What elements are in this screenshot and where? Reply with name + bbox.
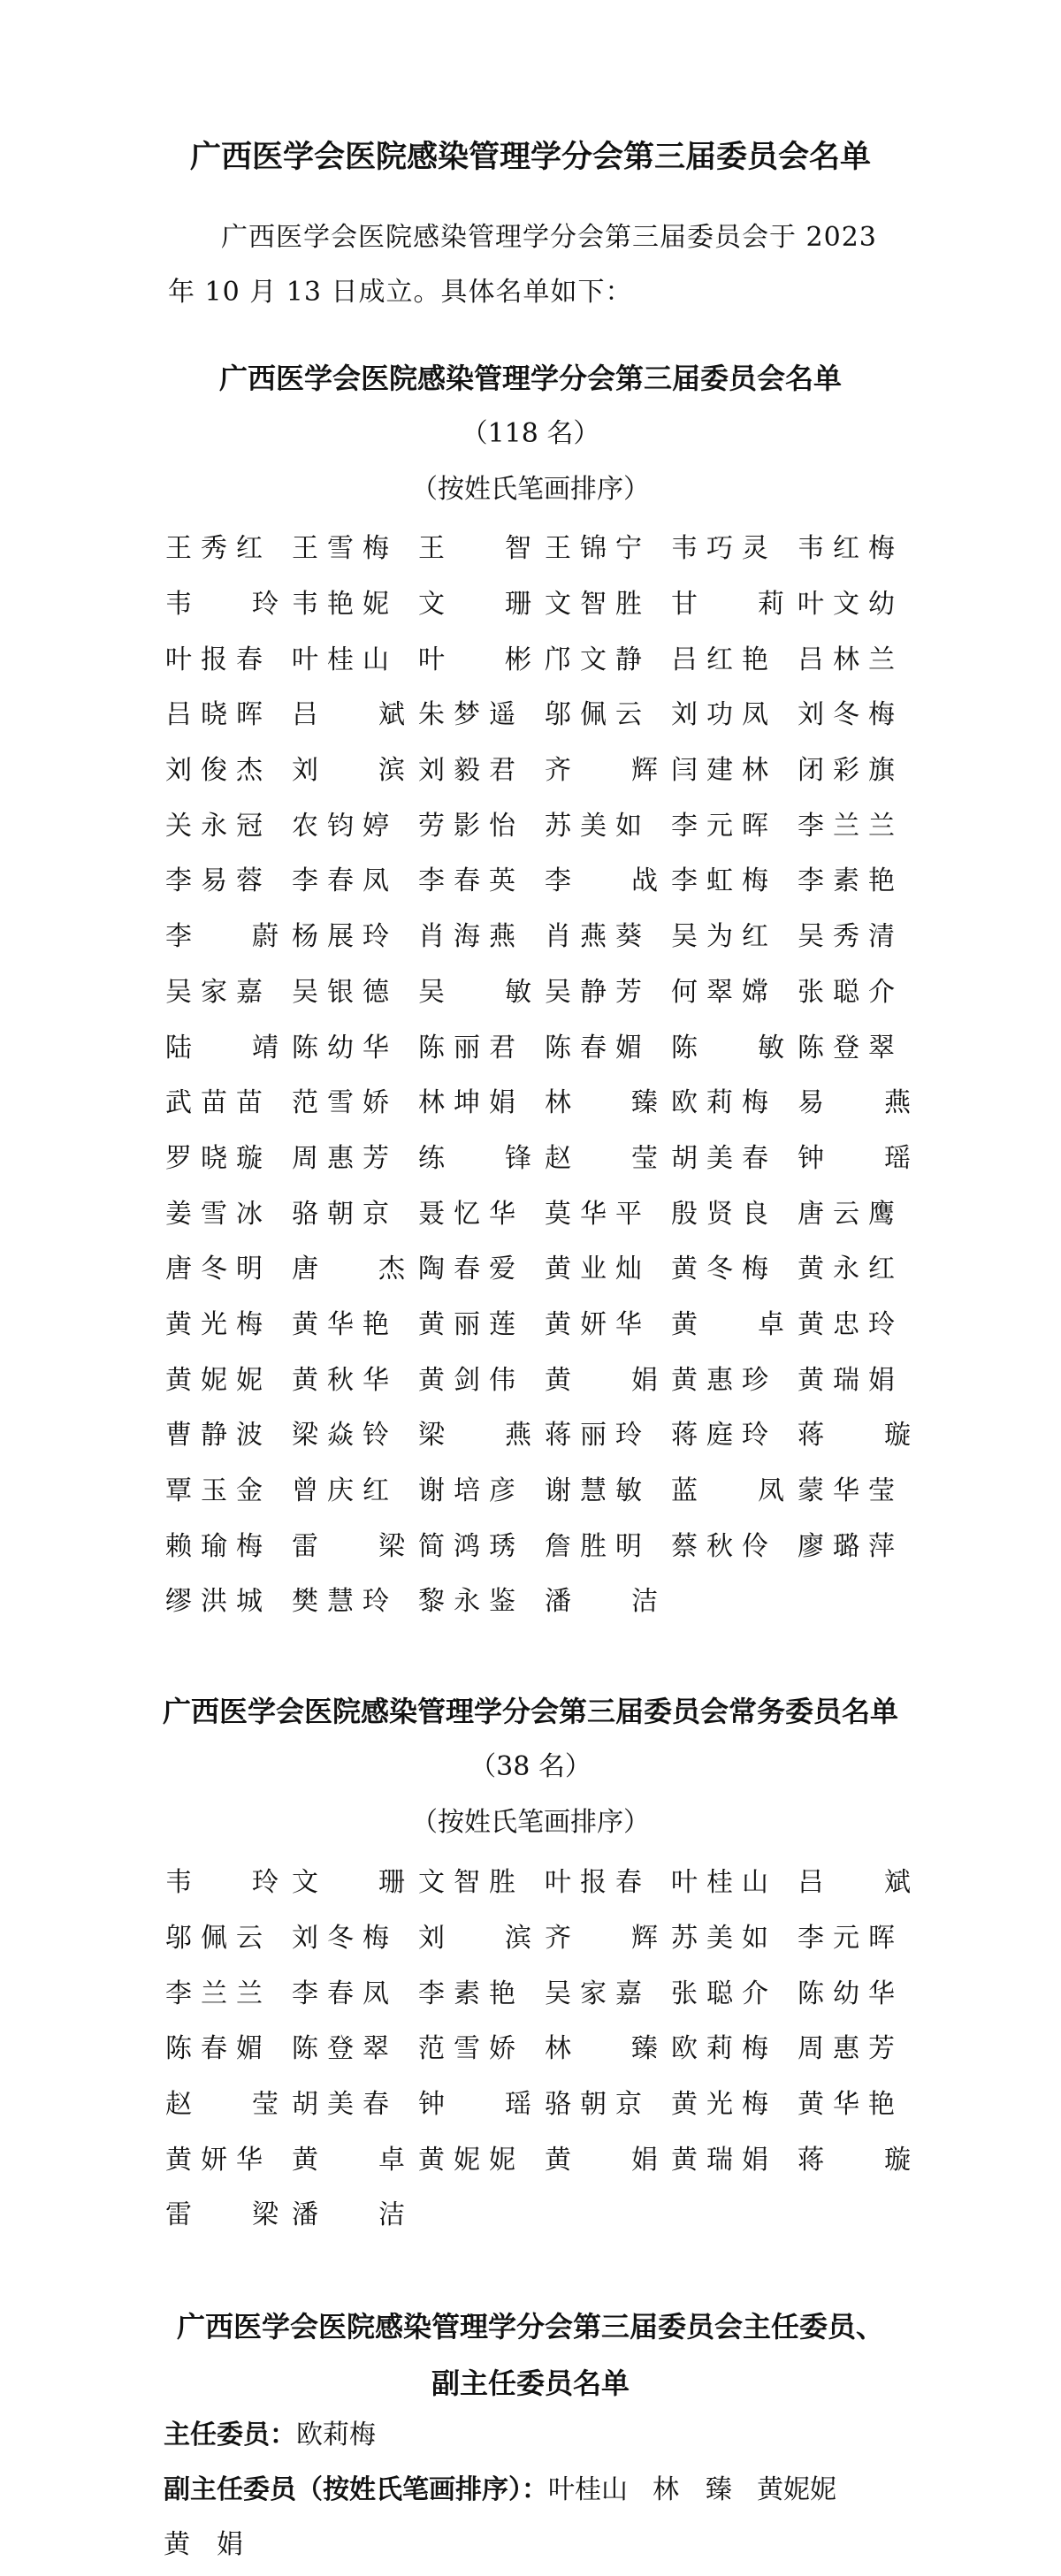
member-name: 黄 妮 妮 [418, 2144, 515, 2176]
member-name: 李 春 凤 [292, 865, 389, 897]
member-name: 吕 红 艳 [671, 644, 768, 675]
member-name: 黄 卓 [292, 2144, 405, 2176]
member-name: 蔡 秋 伶 [671, 1530, 768, 1562]
member-name: 黄 卓 [671, 1308, 784, 1340]
standing-committee-count: （38 名） [469, 1751, 592, 1782]
member-name: 胡 美 春 [671, 1142, 768, 1174]
member-name: 李 春 凤 [292, 1978, 389, 2009]
member-name: 陈 幼 华 [292, 1032, 389, 1063]
member-name: 李 兰 兰 [798, 810, 895, 842]
member-name: 王 锦 宁 [545, 533, 642, 565]
member-name: 黄 妮 妮 [165, 1364, 263, 1396]
member-name: 潘 洁 [545, 1586, 658, 1618]
member-name: 黎 永 鉴 [418, 1586, 515, 1618]
member-name: 刘 冬 梅 [292, 1923, 389, 1955]
member-name: 陈 登 翠 [798, 1032, 895, 1063]
member-name: 苏 美 如 [545, 810, 642, 842]
member-name: 韦 红 梅 [798, 533, 895, 565]
member-name: 聂 忆 华 [418, 1198, 515, 1230]
member-name: 黄 光 梅 [671, 2089, 768, 2121]
member-name: 林 臻 [545, 2033, 658, 2065]
member-name: 赖 瑜 梅 [165, 1530, 263, 1562]
member-name: 武 苗 苗 [165, 1087, 263, 1119]
member-name: 殷 贤 良 [671, 1198, 768, 1230]
member-name: 吴 家 嘉 [165, 976, 263, 1008]
member-name: 樊 慧 玲 [292, 1586, 389, 1618]
member-name: 刘 滨 [418, 1923, 531, 1955]
member-name: 李 元 晖 [671, 810, 768, 842]
member-name: 刘 功 凤 [671, 699, 768, 731]
member-name: 刘 俊 杰 [165, 755, 263, 787]
member-name: 陈 丽 君 [418, 1032, 515, 1063]
member-name: 黄 秋 华 [292, 1364, 389, 1396]
committee-count: （118 名） [461, 418, 600, 449]
member-name: 欧 莉 梅 [671, 1087, 768, 1119]
member-name: 吕 斌 [292, 699, 405, 731]
member-name: 蒙 华 莹 [798, 1475, 895, 1507]
member-name: 黄 光 梅 [165, 1308, 263, 1340]
member-name: 黄 业 灿 [545, 1254, 642, 1285]
member-name: 赵 莹 [545, 1142, 658, 1174]
member-name: 赵 莹 [165, 2089, 279, 2121]
member-name: 王 智 [418, 533, 531, 565]
member-name: 黄 华 艳 [292, 1308, 389, 1340]
member-name: 叶 文 幼 [798, 589, 895, 621]
chair-label: 主任委员： [164, 2420, 296, 2450]
member-name: 叶 彬 [418, 644, 531, 675]
intro-paragraph: 广西医学会医院感染管理学分会第三届委员会于 2023 年 10 月 13 日成立。具体名单如下： [168, 222, 877, 308]
member-name: 李 虹 梅 [671, 865, 768, 897]
member-name: 陈 幼 华 [798, 1978, 895, 2009]
vice-chair-label: 副主任委员（按姓氏笔画排序）： [164, 2474, 548, 2505]
member-name: 谢 培 彦 [418, 1475, 515, 1507]
member-name: 齐 辉 [545, 755, 658, 787]
member-name: 陈 敏 [671, 1032, 784, 1063]
standing-committee-member-grid [165, 1852, 926, 2240]
vice-chair-name: 林 臻 [653, 2474, 732, 2505]
member-name: 欧 莉 梅 [671, 2033, 768, 2065]
member-name: 甘 莉 [671, 589, 784, 621]
member-name: 黄 剑 伟 [418, 1364, 515, 1396]
member-name: 骆 朝 京 [545, 2089, 642, 2121]
committee-member-grid [165, 518, 926, 1627]
member-name: 肖 海 燕 [418, 921, 515, 953]
member-name: 钟 瑶 [798, 1142, 911, 1174]
chair-name: 欧莉梅 [296, 2420, 376, 2450]
member-name: 吕 林 兰 [798, 644, 895, 675]
member-name: 李 素 艳 [798, 865, 895, 897]
member-name: 吕 晓 晖 [165, 699, 263, 731]
member-name: 潘 洁 [292, 2199, 405, 2231]
member-name: 黄 娟 [545, 1364, 658, 1396]
member-name: 周 惠 芳 [292, 1142, 389, 1174]
member-name: 蒋 璇 [798, 2144, 911, 2176]
vice-chair-line-continued [164, 2518, 906, 2572]
member-name: 关 永 冠 [165, 810, 263, 842]
member-name: 胡 美 春 [292, 2089, 389, 2121]
member-name: 李 元 晖 [798, 1923, 895, 1955]
member-name: 骆 朝 京 [292, 1198, 389, 1230]
member-name: 唐 杰 [292, 1254, 405, 1285]
member-name: 曹 静 波 [165, 1420, 263, 1452]
member-name: 林 坤 娟 [418, 1087, 515, 1119]
member-name: 缪 洪 城 [165, 1586, 263, 1618]
member-name: 韦 玲 [165, 589, 279, 621]
member-name: 黄 瑞 娟 [671, 2144, 768, 2176]
member-name: 何 翠 嫦 [671, 976, 768, 1008]
member-name: 黄 丽 莲 [418, 1308, 515, 1340]
member-name: 蓝 凤 [671, 1475, 784, 1507]
chair-list-title-line2: 副主任委员名单 [431, 2366, 630, 2400]
member-name: 刘 毅 君 [418, 755, 515, 787]
document-title: 广西医学会医院感染管理学分会第三届委员会名单 [189, 140, 871, 175]
member-name: 雷 梁 [292, 1530, 405, 1562]
member-name: 陈 春 媚 [545, 1032, 642, 1063]
member-name: 吴 敏 [418, 976, 531, 1008]
member-name: 詹 胜 明 [545, 1530, 642, 1562]
member-name: 覃 玉 金 [165, 1475, 263, 1507]
member-name: 蒋 璇 [798, 1420, 911, 1452]
member-name: 陈 登 翠 [292, 2033, 389, 2065]
member-name: 莫 华 平 [545, 1198, 642, 1230]
member-name: 吴 为 红 [671, 921, 768, 953]
member-name: 廖 璐 萍 [798, 1530, 895, 1562]
member-name: 邬 佩 云 [545, 699, 642, 731]
member-name: 李 蔚 [165, 921, 279, 953]
member-name: 范 雪 娇 [292, 1087, 389, 1119]
member-name: 朱 梦 遥 [418, 699, 515, 731]
standing-committee-title: 广西医学会医院感染管理学分会第三届委员会常务委员名单 [162, 1695, 898, 1728]
member-name: 叶 报 春 [545, 1867, 642, 1899]
member-name: 王 雪 梅 [292, 533, 389, 565]
member-name: 张 聪 介 [671, 1978, 768, 2009]
member-name: 杨 展 玲 [292, 921, 389, 953]
member-name: 李 兰 兰 [165, 1978, 263, 2009]
member-name: 林 臻 [545, 1087, 658, 1119]
member-name: 苏 美 如 [671, 1923, 768, 1955]
member-name: 王 秀 红 [165, 533, 263, 565]
member-name: 吴 秀 清 [798, 921, 895, 953]
member-name: 闫 建 林 [671, 755, 768, 787]
member-name: 黄 瑞 娟 [798, 1364, 895, 1396]
member-name: 文 智 胜 [545, 589, 642, 621]
member-name: 梁 焱 铃 [292, 1420, 389, 1452]
vice-chair-line [164, 2463, 906, 2518]
chair-line [164, 2408, 906, 2463]
member-name: 韦 巧 灵 [671, 533, 768, 565]
member-name: 黄 永 红 [798, 1254, 895, 1285]
member-name: 罗 晓 璇 [165, 1142, 263, 1174]
standing-committee-order-note: （按姓氏笔画排序） [411, 1807, 650, 1838]
member-name: 唐 云 鹰 [798, 1198, 895, 1230]
member-name: 蒋 丽 玲 [545, 1420, 642, 1452]
member-name: 吕 斌 [798, 1867, 911, 1899]
member-name: 黄 娟 [545, 2144, 658, 2176]
member-name: 蒋 庭 玲 [671, 1420, 768, 1452]
member-name: 梁 燕 [418, 1420, 531, 1452]
member-name: 周 惠 芳 [798, 2033, 895, 2065]
member-name: 雷 梁 [165, 2199, 279, 2231]
member-name: 韦 艳 妮 [292, 589, 389, 621]
member-name: 文 珊 [418, 589, 531, 621]
member-name: 黄 华 艳 [798, 2089, 895, 2121]
vice-chair-name: 叶桂山 [548, 2474, 628, 2505]
member-name: 吴 银 德 [292, 976, 389, 1008]
member-name: 李 春 英 [418, 865, 515, 897]
member-name: 张 聪 介 [798, 976, 895, 1008]
member-name: 齐 辉 [545, 1923, 658, 1955]
member-name: 黄 冬 梅 [671, 1254, 768, 1285]
member-name: 易 燕 [798, 1087, 911, 1119]
member-name: 吴 家 嘉 [545, 1978, 642, 2009]
member-name: 曾 庆 红 [292, 1475, 389, 1507]
member-name: 范 雪 娇 [418, 2033, 515, 2065]
member-name: 黄 妍 华 [545, 1308, 642, 1340]
member-name: 黄 妍 华 [165, 2144, 263, 2176]
member-name: 劳 影 怡 [418, 810, 515, 842]
member-name: 练 锋 [418, 1142, 531, 1174]
chair-list-title-line1: 广西医学会医院感染管理学分会第三届委员会主任委员、 [176, 2310, 884, 2344]
committee-list-title: 广西医学会医院感染管理学分会第三届委员会名单 [218, 362, 842, 395]
member-name: 吴 静 芳 [545, 976, 642, 1008]
member-name: 陆 靖 [165, 1032, 279, 1063]
member-name: 简 鸿 琇 [418, 1530, 515, 1562]
member-name: 唐 冬 明 [165, 1254, 263, 1285]
member-name: 文 珊 [292, 1867, 405, 1899]
vice-chair-name: 黄妮妮 [757, 2474, 836, 2505]
member-name: 谢 慧 敏 [545, 1475, 642, 1507]
member-name: 黄 惠 珍 [671, 1364, 768, 1396]
member-name: 农 钧 婷 [292, 810, 389, 842]
member-name: 刘 滨 [292, 755, 405, 787]
member-name: 邝 文 静 [545, 644, 642, 675]
member-name: 韦 玲 [165, 1867, 279, 1899]
member-name: 李 素 艳 [418, 1978, 515, 2009]
member-name: 刘 冬 梅 [798, 699, 895, 731]
member-name: 钟 瑶 [418, 2089, 531, 2121]
member-name: 文 智 胜 [418, 1867, 515, 1899]
member-name: 肖 燕 葵 [545, 921, 642, 953]
member-name: 叶 桂 山 [671, 1867, 768, 1899]
member-name: 陈 春 媚 [165, 2033, 263, 2065]
member-name: 叶 报 春 [165, 644, 263, 675]
member-name: 李 易 蓉 [165, 865, 263, 897]
committee-order-note: （按姓氏笔画排序） [411, 474, 650, 505]
member-name: 姜 雪 冰 [165, 1198, 263, 1230]
member-name: 闭 彩 旗 [798, 755, 895, 787]
member-name: 黄 忠 玲 [798, 1308, 895, 1340]
member-name: 陶 春 爱 [418, 1254, 515, 1285]
member-name: 邬 佩 云 [165, 1923, 263, 1955]
member-name: 叶 桂 山 [292, 644, 389, 675]
member-name: 李 战 [545, 865, 658, 897]
vice-chair-name: 黄 娟 [164, 2529, 243, 2560]
